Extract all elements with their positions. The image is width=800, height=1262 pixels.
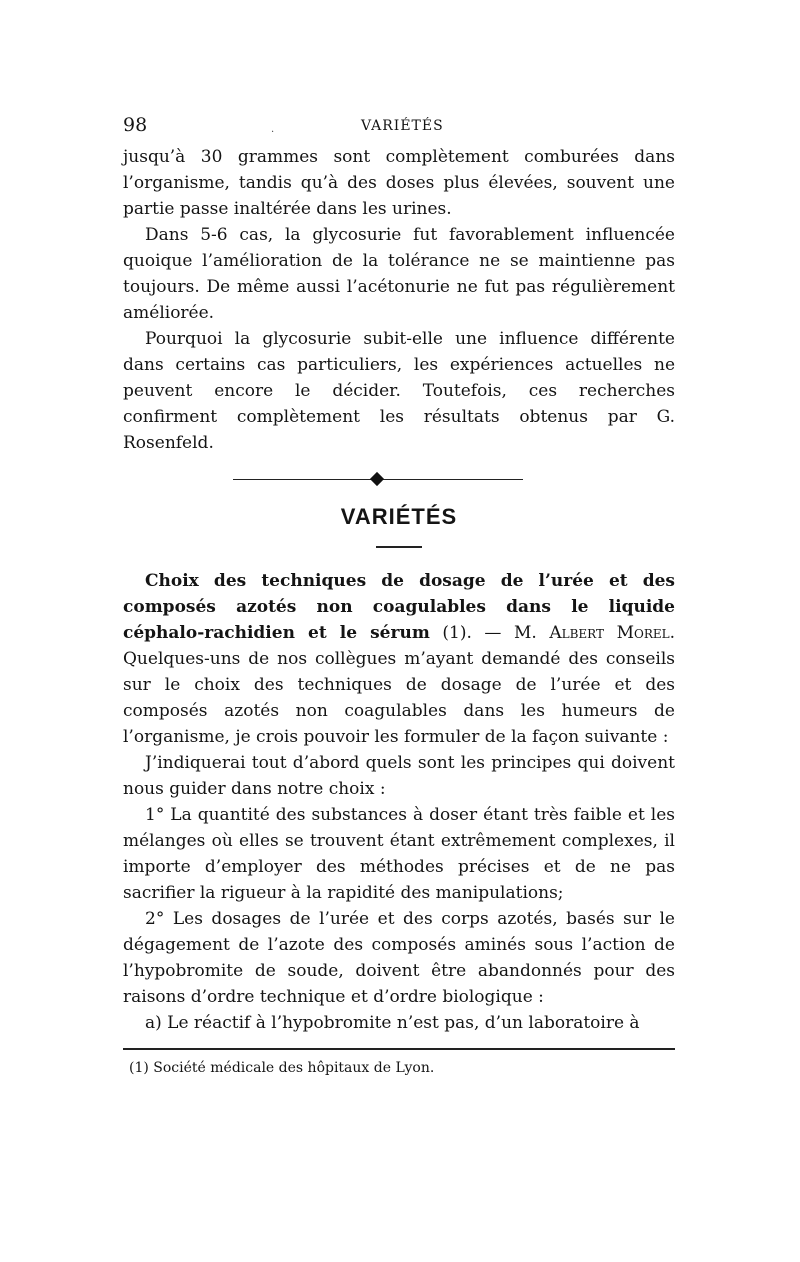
- running-head: [123, 108, 675, 144]
- author-name: Albert Morel.: [549, 623, 675, 643]
- author-prefix: M.: [513, 623, 537, 643]
- diamond-icon: [370, 472, 384, 486]
- paragraph-continued: jusqu’à 30 grammes sont complètement comburées dans l’organisme, tandis qu’à des doses plus élevées, souvent une partie passe inaltérée dans les urines.: [123, 147, 675, 219]
- dash: —: [484, 623, 502, 643]
- title-underline: [376, 546, 422, 548]
- paragraph-principles: J’indiquerai tout d’abord quels sont les principes qui doivent nous guider dans notre choix :: [123, 753, 675, 799]
- paragraph-point-1: 1° La quantité des substances à doser étant très faible et les mélanges où elles se trouvent étant extrêmement complexes, il importe d’employer des méthodes précises et de ne pas sacrifier la rigueur à la rapidité des manipulations;: [123, 805, 675, 903]
- opening-text: Quelques-uns de nos collègues m’ayant demandé des conseils sur le choix des techniques de dosage de l’urée et des composés azotés non coagulables dans les humeurs de l’organisme, je crois pouvoir les formuler de la façon suivante :: [123, 649, 675, 747]
- book-page: [123, 108, 675, 1078]
- paragraph-why: Pourquoi la glycosurie subit-elle une influence différente dans certains cas particuliers, les expériences actuelles ne peuvent encore le décider. Toutefois, ces recherches confirment complètement les résultats obtenus par G. Rosenfeld.: [123, 329, 675, 453]
- paragraph-glycosuria: Dans 5-6 cas, la glycosurie fut favorablement influencée quoique l’amélioration de la tolérance ne se maintienne pas toujours. De même aussi l’acétonurie ne fut pas régulièrement améliorée.: [123, 225, 675, 323]
- section-divider: [123, 466, 675, 494]
- footnote-rule: [123, 1048, 675, 1050]
- section-title: VARIÉTÉS: [340, 504, 458, 529]
- running-title: VARIÉTÉS: [361, 118, 444, 134]
- article-title: Choix des techniques de dosage de l’urée et des composés azotés non coagulables dans le liquide céphalo-rachidien et le sérum: [123, 571, 675, 643]
- page-number: 98: [123, 114, 148, 136]
- article-opening: [123, 568, 675, 750]
- paragraph-point-2: 2° Les dosages de l’urée et des corps azotés, basés sur le dégagement de l’azote des composés aminés sous l’action de l’hypobromite de soude, doivent être abandonnés pour des raisons d’ordre technique et d’ordre biologique :: [123, 909, 675, 1007]
- paragraph-point-a: a) Le réactif à l’hypobromite n’est pas, d’un laboratoire à: [145, 1013, 640, 1033]
- footnote-ref: (1).: [442, 623, 472, 643]
- footnote: (1) Société médicale des hôpitaux de Lyon.: [129, 1060, 435, 1076]
- dot-mark: .: [271, 124, 275, 135]
